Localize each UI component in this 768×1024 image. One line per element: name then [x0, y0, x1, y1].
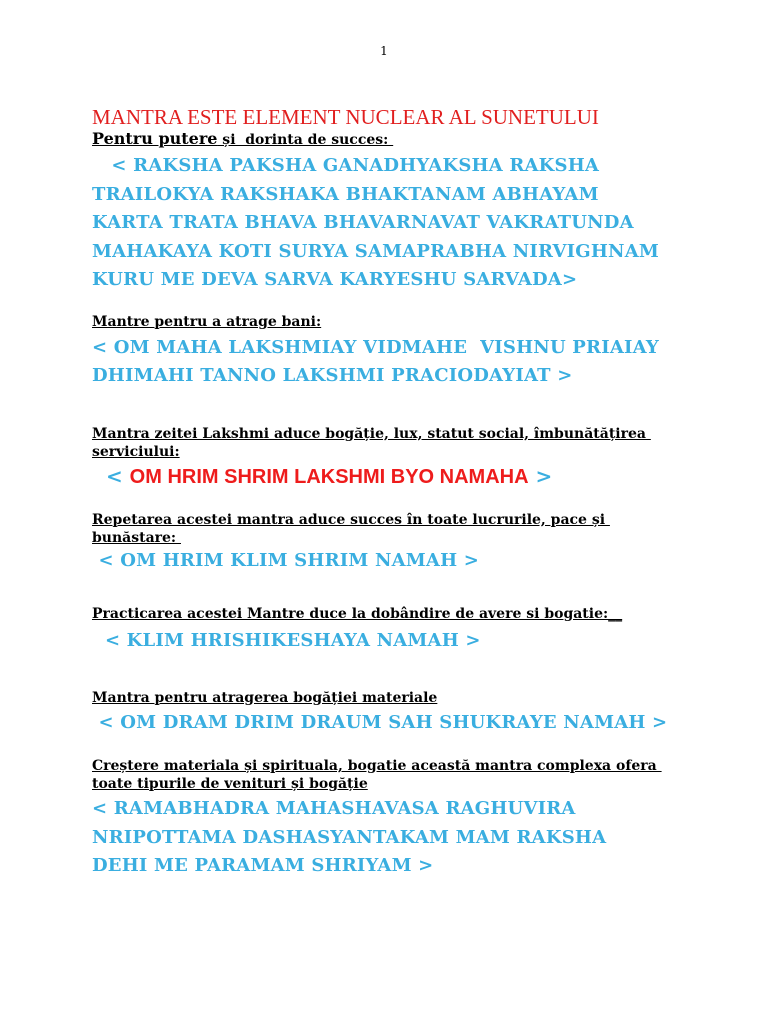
section-label: Creștere materiala și spirituala, bogatie această mantra complexa ofera: [92, 758, 662, 774]
document-title: MANTRA ESTE ELEMENT NUCLEAR AL SUNETULUI: [92, 105, 599, 129]
mantra-line: < RAMABHADRA MAHASHAVASA RAGHUVIRA: [92, 798, 576, 819]
section-material-spiritual: [92, 757, 692, 881]
section-label: bunăstare:: [92, 529, 181, 546]
section-label: serviciului:: [92, 443, 180, 460]
mantra-line: < KLIM HRISHIKESHAYA NAMAH >: [92, 630, 481, 651]
document-content: [92, 104, 692, 881]
section-material-wealth: [92, 689, 692, 738]
mantra-close-bracket: >: [528, 463, 553, 488]
mantra-line: < RAKSHA PAKSHA GANADHYAKSHA RAKSHA: [92, 155, 600, 176]
section-label: [92, 130, 692, 149]
section-wealth-practice: [92, 605, 692, 656]
mantra-red-text: OM HRIM SHRIM LAKSHMI BYO NAMAHA: [129, 465, 529, 488]
page-number: 1: [380, 44, 388, 58]
section-label: Repetarea acestei mantra aduce succes în toate lucrurile, pace și: [92, 511, 610, 528]
section-lakshmi-goddess: [92, 425, 692, 491]
section-label: Practicarea acestei Mantre duce la dobândire de avere si bogatie:__: [92, 606, 623, 622]
mantra-line: KARTA TRATA BHAVA BHAVARNAVAT VAKRATUNDA: [92, 212, 634, 233]
label-part-a: Pentru putere: [92, 129, 218, 148]
mantra-line: DHIMAHI TANNO LAKSHMI PRACIODAYIAT >: [92, 365, 573, 386]
mantra-line: NRIPOTTAMA DASHASYANTAKAM MAM RAKSHA: [92, 826, 607, 848]
section-success-peace: [92, 511, 692, 576]
mantra-open-bracket: <: [92, 463, 130, 488]
section-label: toate tipurile de venituri și bogăție: [92, 776, 368, 792]
mantra-highlighted: [92, 462, 692, 491]
mantra-line: < OM HRIM KLIM SHRIM NAMAH >: [92, 549, 480, 571]
mantra-line: DEHI ME PARAMAM SHRIYAM >: [92, 855, 434, 876]
mantra-line: MAHAKAYA KOTI SURYA SAMAPRABHA NIRVIGHNAM: [92, 240, 659, 262]
label-part-b: și dorinta de succes:: [217, 132, 394, 148]
section-label: Mantra zeitei Lakshmi aduce bogăție, lux, statut social, îmbunătățirea: [92, 425, 651, 442]
mantra-line: KURU ME DEVA SARVA KARYESHU SARVADA>: [92, 269, 578, 290]
section-power-success: [92, 130, 692, 295]
section-label: Mantra pentru atragerea bogăției materiale: [92, 689, 438, 706]
section-label: Mantre pentru a atrage bani:: [92, 313, 322, 330]
mantra-line: < OM DRAM DRIM DRAUM SAH SHUKRAYE NAMAH >: [92, 711, 668, 733]
mantra-line: < OM MAHA LAKSHMIAY VIDMAHE VISHNU PRIAIAY: [92, 336, 659, 358]
mantra-line: TRAILOKYA RAKSHAKA BHAKTANAM ABHAYAM: [92, 183, 599, 205]
section-attract-money: [92, 313, 692, 391]
